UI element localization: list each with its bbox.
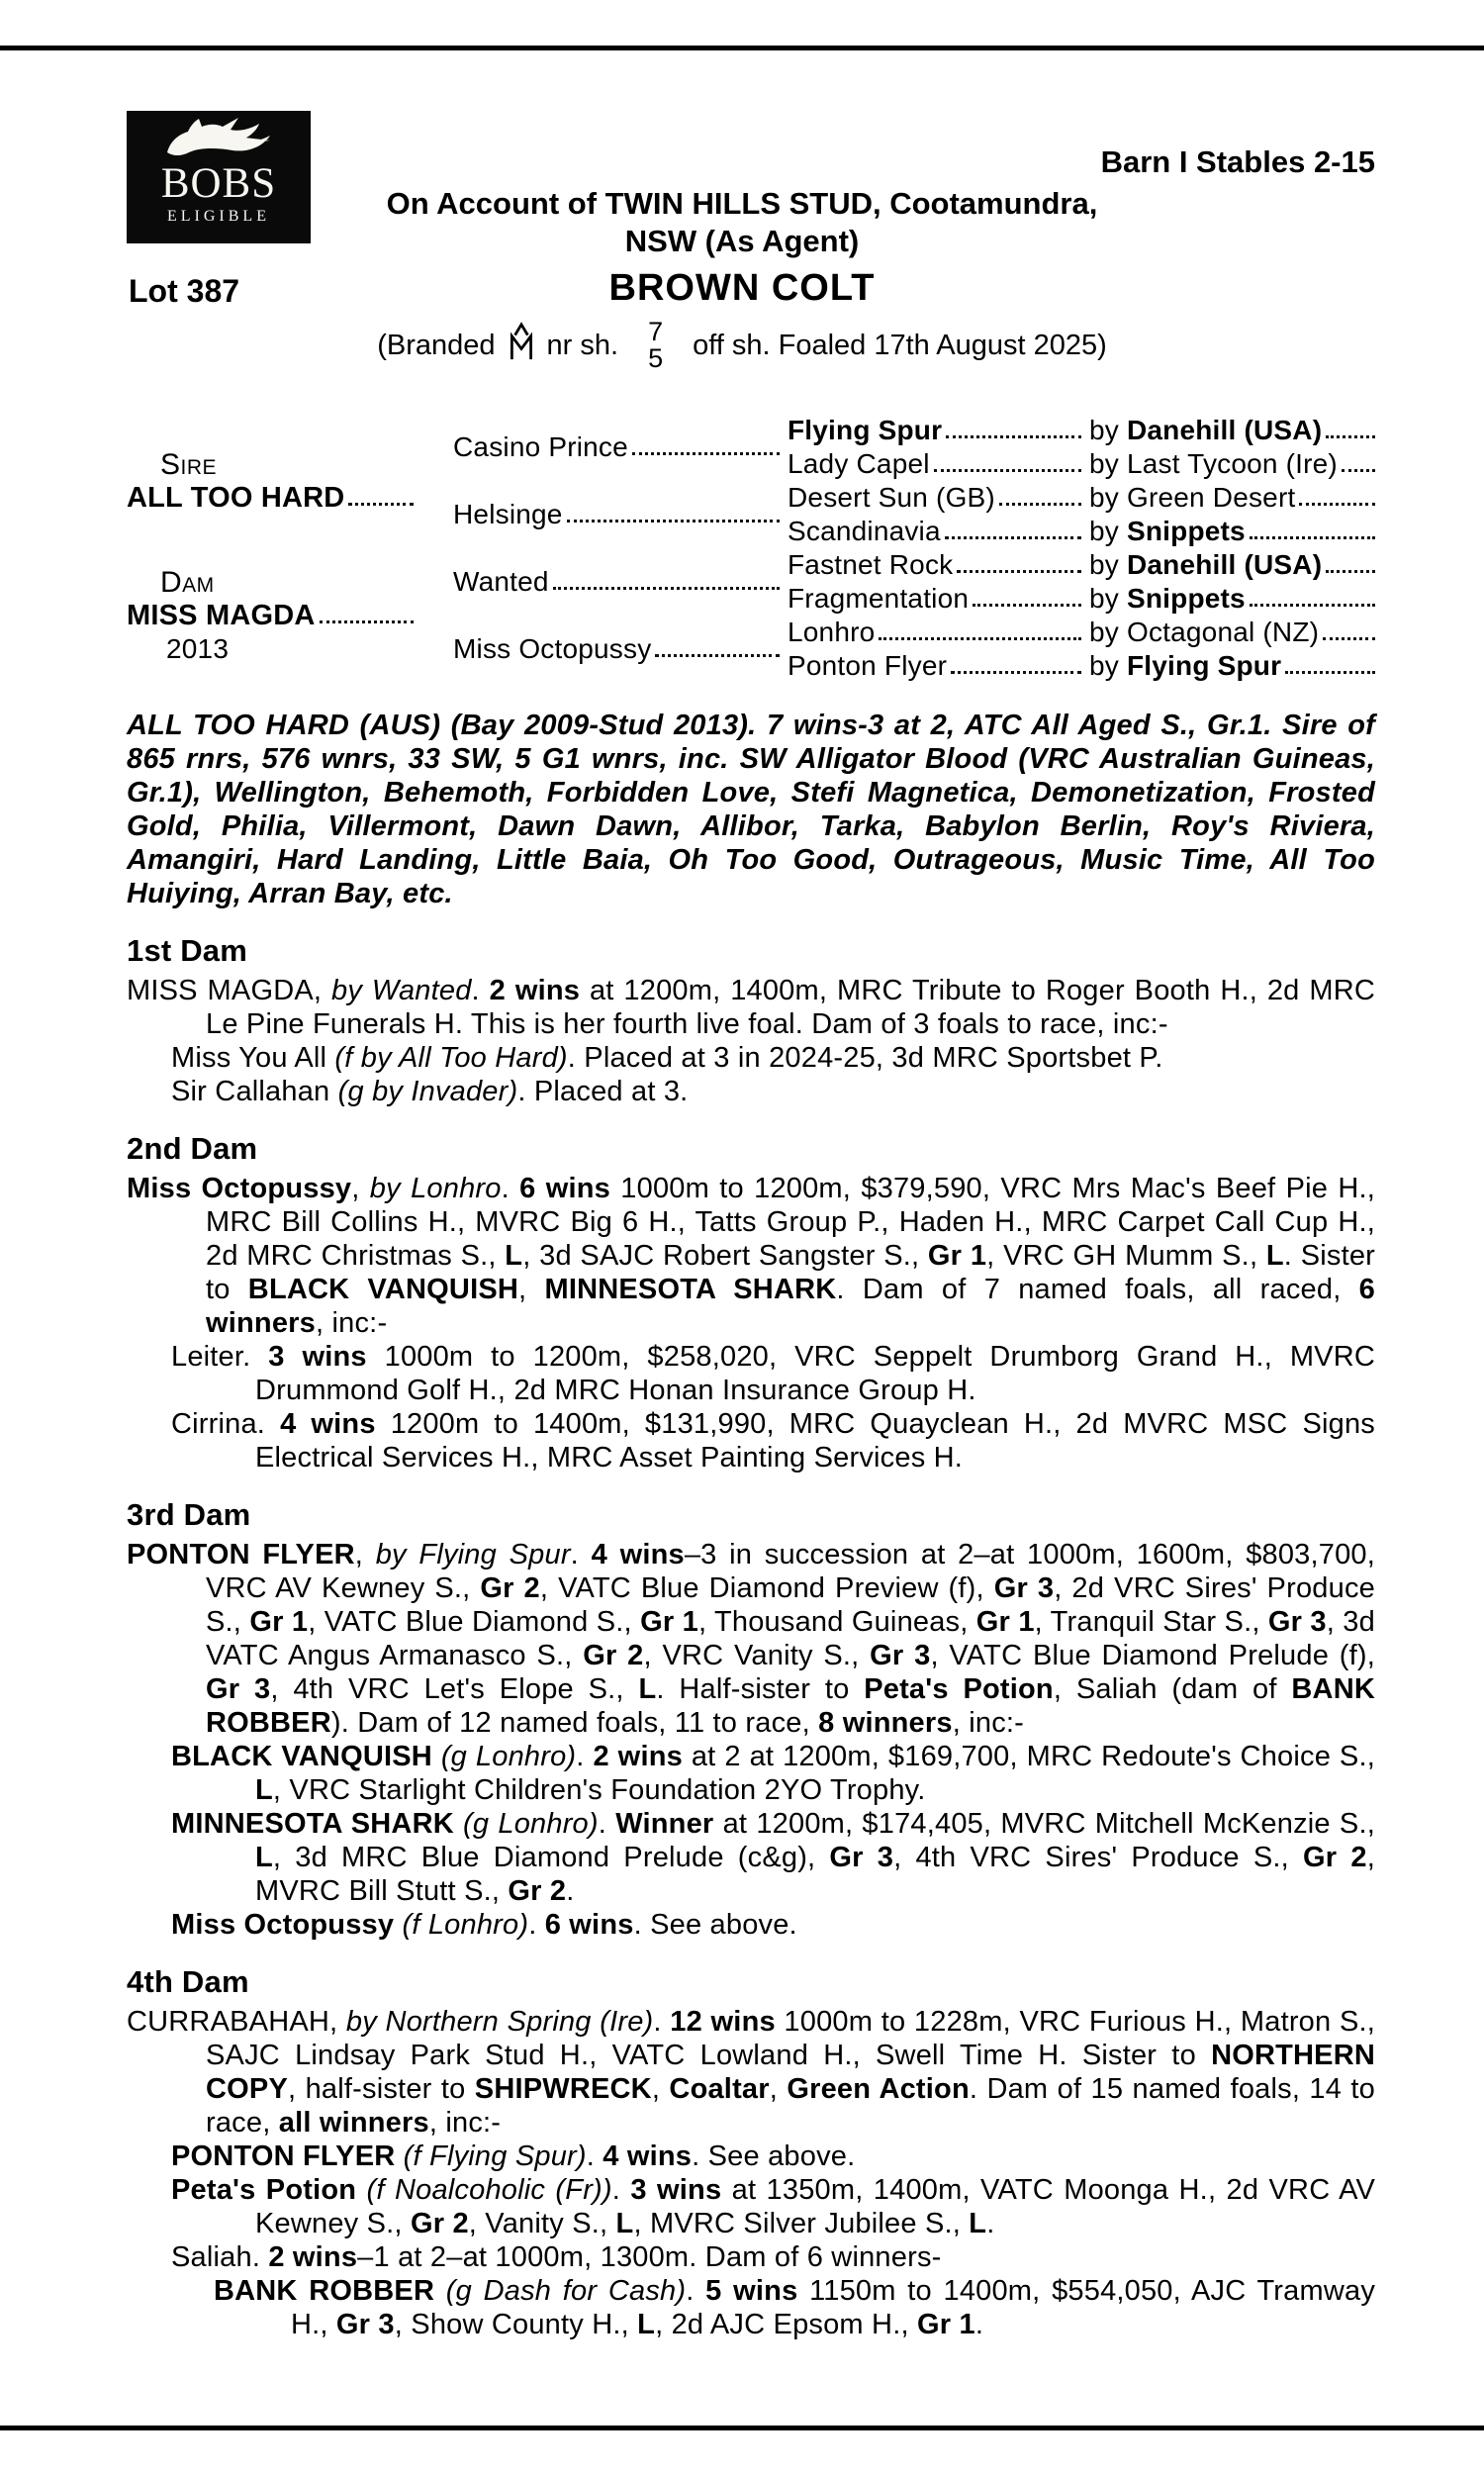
text-run: Gr 2 (508, 1875, 567, 1907)
parent-name: Miss Octopussy (453, 633, 652, 664)
text-run: . (570, 1539, 592, 1570)
text-run: 3 wins (630, 2174, 722, 2206)
vendor-account-line2: NSW (As Agent) (624, 224, 860, 258)
dot-leader (879, 637, 1081, 640)
text-run: BLACK VANQUISH (171, 1741, 432, 1772)
text-run: by Lonhro (369, 1173, 502, 1204)
branded-prefix: (Branded (377, 329, 496, 361)
text-run: . (471, 975, 490, 1006)
text-run: Gr 2 (410, 2208, 469, 2239)
text-run: . Placed at 3 in 2024-25, 3d MRC Sportsbet P. (567, 1042, 1163, 1074)
text-run: . (686, 2275, 706, 2307)
text-run: 4 wins (603, 2141, 693, 2172)
progeny-paragraph (171, 2173, 1375, 2240)
text-run: Sir Callahan (171, 1076, 338, 1107)
great-grandsire-name: Octagonal (NZ) (1126, 617, 1320, 647)
text-run: Miss You All (171, 1042, 335, 1074)
section-3rd-dam (127, 1498, 1375, 1942)
text-run: 1200m to 1400m, $131,990, MRC Quayclean H., 2d MVRC MSC Signs Electrical Services H., MRC Asset Painting Services H. (255, 1408, 1375, 1474)
text-run: . (586, 2141, 603, 2172)
dam-paragraph (127, 1538, 1375, 1740)
pedigree-grandparent (782, 616, 1083, 649)
text-run: 1000m to 1200m, $379,590, VRC Mrs Mac's Beef Pie H., MRC Bill Collins H., MVRC Big 6 H., Tatts Group P., Haden H., MRC Carpet Call Cup H., 2d MRC Christmas S., (206, 1173, 1376, 1272)
dot-leader (1326, 435, 1375, 438)
text-run: NORTHERN COPY (206, 2040, 1375, 2105)
text-run: Gr 3 (1267, 1606, 1327, 1638)
text-run: Saliah. (171, 2241, 269, 2273)
progeny-paragraph (171, 1075, 1375, 1108)
text-run: , 3d MRC Blue Diamond Prelude (c&g), (272, 1842, 830, 1873)
dot-leader (1250, 604, 1375, 607)
text-run: Gr 1 (975, 1606, 1035, 1638)
progeny-paragraph (171, 1908, 1375, 1942)
horse-head-icon (159, 115, 278, 164)
brand-number-upper: 7 (648, 317, 664, 346)
text-run: –1 at 2–at 1000m, 1300m. Dam of 6 winners- (357, 2241, 942, 2273)
text-run: at 2 at 1200m, $169,700, MRC Redoute's Choice S., (682, 1741, 1375, 1772)
text-run: , MVRC Silver Jubilee S., (633, 2208, 970, 2239)
text-run: MINNESOTA SHARK (171, 1808, 454, 1840)
text-run: , VRC Vanity S., (643, 1640, 871, 1671)
text-run: . (974, 2309, 984, 2340)
pedigree-grandparent (782, 515, 1083, 548)
by-word: by (1089, 549, 1119, 580)
text-run: (f Lonhro) (402, 1909, 529, 1941)
text-run: by Northern Spring (Ire) (345, 2006, 654, 2038)
text-run: by Wanted (331, 975, 472, 1006)
grandparent-name: Fastnet Rock (788, 549, 954, 580)
great-grandsire-name: Snippets (1126, 516, 1246, 546)
text-run: 6 wins (519, 1173, 611, 1204)
text-run: at 1200m, 1400m, MRC Tribute to Roger Booth H., 2d MRC Le Pine Funerals H. This is her fourth live foal. Dam of 3 foals to race, inc:- (206, 975, 1375, 1040)
text-run: , inc:- (952, 1707, 1025, 1739)
section-heading: 1st Dam (127, 933, 248, 968)
text-run: , 2d VRC Sires' Produce S., (206, 1572, 1375, 1638)
pedigree-grandparent (782, 548, 1083, 582)
text-run: , Thousand Guineas, (697, 1606, 976, 1638)
pedigree-table (127, 414, 1375, 683)
grandparent-name: Scandinavia (788, 516, 941, 546)
text-run: , VATC Blue Diamond Preview (f), (539, 1572, 994, 1604)
text-run: by Flying Spur (375, 1539, 571, 1570)
text-run: , (518, 1274, 545, 1305)
text-run: Leiter. (171, 1341, 269, 1373)
grandparent-name: Flying Spur (788, 415, 943, 445)
brand-number-lower: 5 (648, 343, 664, 373)
text-run: , 4th VRC Let's Elope S., (270, 1673, 639, 1705)
text-run: 1000m to 1228m, VRC Furious H., Matron S., SAJC Lindsay Park Stud H., VATC Lowland H., Swell Time H. Sister to (206, 2006, 1376, 2071)
parent-name: Helsinge (453, 499, 563, 529)
pedigree-by-sire (1083, 481, 1377, 515)
pedigree-by-sire (1083, 616, 1377, 649)
pedigree-grandparent (782, 582, 1083, 616)
sire-name-row (127, 482, 416, 514)
text-run: , inc:- (316, 1307, 388, 1339)
text-run: all winners (278, 2107, 429, 2139)
text-run (395, 2141, 403, 2172)
progeny-paragraph (171, 1340, 1375, 1407)
text-run: . Dam of 15 named foals, 14 to race, (206, 2073, 1376, 2139)
barn-location: Barn I Stables 2-15 (1100, 144, 1375, 179)
parent-name: Wanted (453, 566, 549, 597)
dot-leader (1342, 469, 1375, 472)
text-run: . See above. (633, 1909, 797, 1941)
text-run: , VATC Blue Diamond S., (308, 1606, 641, 1638)
text-run: Winner (615, 1808, 714, 1840)
text-run: Gr 3 (829, 1842, 894, 1873)
dam-name: MISS MAGDA (127, 600, 316, 631)
by-word: by (1089, 516, 1119, 546)
by-word: by (1089, 482, 1119, 513)
text-run: . Sister to (206, 1240, 1376, 1305)
text-run: Gr 1 (927, 1240, 987, 1272)
dot-leader (945, 536, 1081, 539)
dam-name-row (127, 600, 416, 631)
text-run (432, 1741, 441, 1772)
by-word: by (1089, 415, 1119, 445)
dam-foaling-year: 2013 (166, 633, 230, 664)
text-run: CURRABAHAH, (127, 2006, 346, 2038)
text-run: (g Dash for Cash) (445, 2275, 687, 2307)
text-run: Miss Octopussy (171, 1909, 395, 1941)
dam-paragraph (127, 1172, 1375, 1340)
text-run: . (528, 1909, 545, 1941)
text-run: (g by Invader) (337, 1076, 518, 1107)
dot-leader (632, 452, 780, 455)
text-run: . Half-sister to (656, 1673, 865, 1705)
text-run: , 3d VATC Angus Armanasco S., (206, 1606, 1375, 1671)
logo-word-eligible: ELIGIBLE (167, 207, 270, 225)
text-run: Gr 1 (640, 1606, 698, 1638)
text-run: Peta's Potion (171, 2174, 357, 2206)
dot-leader (1250, 536, 1375, 539)
text-run: , (354, 1539, 376, 1570)
text-run: 4 wins (280, 1408, 376, 1440)
logo-word-bobs: BOBS (160, 160, 277, 207)
pedigree-grandparent (782, 447, 1083, 481)
dam-paragraph (127, 974, 1375, 1041)
dam-paragraph (127, 2005, 1375, 2140)
text-run: Gr 1 (249, 1606, 309, 1638)
text-run: 6 winners (206, 1274, 1376, 1339)
text-run: MISS MAGDA, (127, 975, 332, 1006)
dam-block (127, 548, 416, 683)
branded-suffix: off sh. Foaled 17th August 2025) (693, 329, 1107, 361)
text-run: Gr 2 (583, 1640, 644, 1671)
sire-summary-paragraph: ALL TOO HARD (AUS) (Bay 2009-Stud 2013). 7 wins-3 at 2, ATC All Aged S., Gr.1. Sire of 865 rnrs, 576 wnrs, 33 SW, 5 G1 wnrs, inc. SW Alligator Blood (VRC Australian Guineas, Gr.1), Wellington, Behemoth, Forbidden Love, Stefi Magnetica, Demonetization, Frosted Gold, Philia, Villermont, Dawn Dawn, Allibor, Tarka, Babylon Berlin, Roy's Riviera, Amangiri, Hard Landing, Little Baia, Oh Too Good, Outrageous, Music Time, All Too Huiying, Arran Bay, etc. (127, 710, 1375, 909)
branding-line (0, 319, 1484, 372)
text-run: 8 winners (818, 1707, 953, 1739)
text-run: Gr 2 (480, 1572, 540, 1604)
text-run: . Placed at 3. (517, 1076, 689, 1107)
section-heading: 4th Dam (127, 1964, 249, 1999)
dot-leader (999, 503, 1081, 506)
text-run: , VRC Starlight Children's Foundation 2YO Trophy. (272, 1774, 926, 1806)
text-run: , 3d SAJC Robert Sangster S., (522, 1240, 928, 1272)
text-run: PONTON FLYER (127, 1539, 355, 1570)
text-run: L (638, 1673, 657, 1705)
text-run: 1150m to 1400m, $554,050, AJC Tramway H., (291, 2275, 1376, 2340)
text-run: , VRC GH Mumm S., (986, 1240, 1266, 1272)
dot-leader (1326, 570, 1375, 573)
by-word: by (1089, 448, 1119, 479)
text-run: 3 wins (268, 1341, 367, 1373)
text-run: , (769, 2073, 788, 2105)
pedigree-grandparent (782, 649, 1083, 683)
brand-mark-icon (506, 321, 537, 370)
text-run: ). Dam of 12 named foals, 11 to race, (330, 1707, 819, 1739)
pedigree-parent (416, 616, 782, 683)
text-run: 2 wins (489, 975, 581, 1006)
text-run: L (637, 2309, 656, 2340)
page-title: BROWN COLT (608, 267, 876, 309)
text-run: , Tranquil Star S., (1034, 1606, 1268, 1638)
text-run: Gr 2 (1303, 1842, 1367, 1873)
brand-number (648, 319, 663, 372)
text-run: . (501, 1173, 520, 1204)
text-run: Gr 1 (916, 2309, 975, 2340)
text-run: L (255, 1842, 273, 1873)
text-run: , VATC Blue Diamond Prelude (f), (930, 1640, 1375, 1671)
by-word: by (1089, 650, 1119, 681)
dot-leader (1323, 637, 1375, 640)
dam-sections (127, 934, 1375, 2341)
text-run: Gr 3 (870, 1640, 931, 1671)
header (0, 0, 1484, 396)
text-run: L (1265, 1240, 1284, 1272)
dot-leader (320, 620, 415, 623)
text-run: , 2d AJC Epsom H., (655, 2309, 917, 2340)
text-run: (f Flying Spur) (403, 2141, 587, 2172)
dot-leader (973, 604, 1081, 607)
text-run: Gr 3 (206, 1673, 271, 1705)
pedigree-by-sire (1083, 548, 1377, 582)
text-run: . (598, 1808, 616, 1840)
pedigree-by-sire (1083, 515, 1377, 548)
text-run: BANK ROBBER (214, 2275, 435, 2307)
grandparent-name: Ponton Flyer (788, 650, 948, 681)
section-heading: 3rd Dam (127, 1497, 251, 1532)
dot-leader (957, 570, 1081, 573)
text-run (434, 2275, 446, 2307)
text-run: 2 wins (268, 2241, 358, 2273)
pedigree-by-sire (1083, 414, 1377, 447)
text-run: Gr 3 (335, 2309, 395, 2340)
section-4th-dam (127, 1965, 1375, 2341)
text-run: Green Action (787, 2073, 970, 2105)
text-run: . Dam of 7 named foals, all raced, (836, 1274, 1359, 1305)
pedigree-parent (416, 548, 782, 616)
vendor-account-line1: On Account of TWIN HILLS STUD, Cootamundra, (386, 186, 1098, 221)
text-run: L (969, 2208, 987, 2239)
text-run: (g Lonhro) (440, 1741, 577, 1772)
text-run: , Saliah (dam of (1053, 1673, 1292, 1705)
pedigree-by-sire (1083, 649, 1377, 683)
dot-leader (553, 587, 780, 590)
great-grandsire-name: Flying Spur (1126, 650, 1282, 681)
text-run: Coaltar (669, 2073, 770, 2105)
progeny-paragraph (171, 2240, 1375, 2274)
text-run: . (576, 1741, 594, 1772)
great-grandsire-name: Green Desert (1126, 482, 1296, 513)
grandparent-name: Lady Capel (788, 448, 930, 479)
dot-leader (934, 469, 1081, 472)
text-run: (f by All Too Hard) (334, 1042, 568, 1074)
text-run: L (505, 1240, 523, 1272)
great-grandsire-name: Snippets (1126, 583, 1246, 614)
parent-name: Casino Prince (453, 431, 628, 462)
dot-leader (1299, 503, 1375, 506)
dot-leader (1285, 671, 1375, 674)
grandparent-name: Lonhro (788, 617, 876, 647)
text-run: at 1200m, $174,405, MVRC Mitchell McKenzie S., (713, 1808, 1375, 1840)
text-run: 1000m to 1200m, $258,020, VRC Seppelt Drumborg Grand H., MVRC Drummond Golf H., 2d MRC Honan Insurance Group H. (255, 1341, 1376, 1406)
dot-leader (348, 503, 414, 506)
text-run: 4 wins (591, 1539, 685, 1570)
section-heading: 2nd Dam (127, 1131, 258, 1166)
grandparent-name: Desert Sun (GB) (788, 482, 995, 513)
progeny-paragraph (171, 2140, 1375, 2173)
text-run: at 1350m, 1400m, VATC Moonga H., 2d VRC AV Kewney S., (255, 2174, 1376, 2239)
text-run: MINNESOTA SHARK (544, 1274, 837, 1305)
pedigree-by-sire (1083, 582, 1377, 616)
dot-leader (946, 435, 1081, 438)
pedigree-parent (416, 414, 782, 481)
text-run: , (651, 2073, 670, 2105)
pedigree-grandparent (782, 414, 1083, 447)
section-2nd-dam (127, 1132, 1375, 1475)
text-run: . See above. (692, 2141, 856, 2172)
text-run (454, 1808, 463, 1840)
text-run: , Show County H., (394, 2309, 638, 2340)
by-word: by (1089, 583, 1119, 614)
dam-label: Dam (160, 566, 215, 599)
text-run: , MVRC Bill Stutt S., (255, 1842, 1375, 1907)
pedigree-grandparent (782, 481, 1083, 515)
sire-name: ALL TOO HARD (127, 482, 345, 514)
text-run: , inc:- (428, 2107, 502, 2139)
text-run: , half-sister to (288, 2073, 475, 2105)
text-run: (f Noalcoholic (Fr)) (366, 2174, 612, 2206)
text-run: L (255, 1774, 273, 1806)
text-run: PONTON FLYER (171, 2141, 396, 2172)
text-run: 6 wins (544, 1909, 634, 1941)
text-run: . (566, 1875, 575, 1907)
text-run: Gr 3 (993, 1572, 1055, 1604)
text-run: , (351, 1173, 370, 1204)
sire-label: Sire (160, 448, 218, 481)
dot-leader (655, 654, 780, 657)
progeny-paragraph (171, 1041, 1375, 1075)
text-run: BANK ROBBER (206, 1673, 1375, 1739)
text-run: 12 wins (670, 2006, 776, 2038)
progeny-paragraph (171, 1807, 1375, 1908)
text-run: L (615, 2208, 634, 2239)
great-grandsire-name: Danehill (USA) (1126, 415, 1323, 445)
by-word: by (1089, 617, 1119, 647)
grandparent-name: Fragmentation (788, 583, 970, 614)
dot-leader (951, 671, 1081, 674)
progeny-paragraph (171, 1407, 1375, 1475)
text-run: Cirrina. (171, 1408, 281, 1440)
pedigree-by-sire (1083, 447, 1377, 481)
sire-block (127, 414, 416, 548)
great-grandsire-name: Danehill (USA) (1126, 549, 1323, 580)
text-run: Peta's Potion (864, 1673, 1054, 1705)
great-grandsire-name: Last Tycoon (Ire) (1126, 448, 1338, 479)
text-run: 5 wins (705, 2275, 798, 2307)
dot-leader (567, 520, 780, 523)
text-run: . (986, 2208, 995, 2239)
lot-number: Lot 387 (129, 273, 240, 309)
text-run: SHIPWRECK (474, 2073, 652, 2105)
text-run: (g Lonhro) (463, 1808, 599, 1840)
text-run: . (653, 2006, 671, 2038)
text-run: . (611, 2174, 631, 2206)
bottom-rule (0, 2426, 1484, 2430)
text-run: , Vanity S., (468, 2208, 616, 2239)
progeny-paragraph (171, 1740, 1375, 1807)
text-run: –3 in succession at 2–at 1000m, 1600m, $803,700, VRC AV Kewney S., (206, 1539, 1376, 1604)
pedigree-parent (416, 481, 782, 548)
text-run: BLACK VANQUISH (247, 1274, 519, 1305)
section-1st-dam (127, 934, 1375, 1108)
text-run: 2 wins (593, 1741, 683, 1772)
branded-nr-shoulder: nr sh. (546, 329, 619, 361)
text-run (356, 2174, 366, 2206)
text-run: , 4th VRC Sires' Produce S., (893, 1842, 1304, 1873)
sub-progeny-paragraph (214, 2274, 1375, 2341)
text-run: Miss Octopussy (127, 1173, 352, 1204)
